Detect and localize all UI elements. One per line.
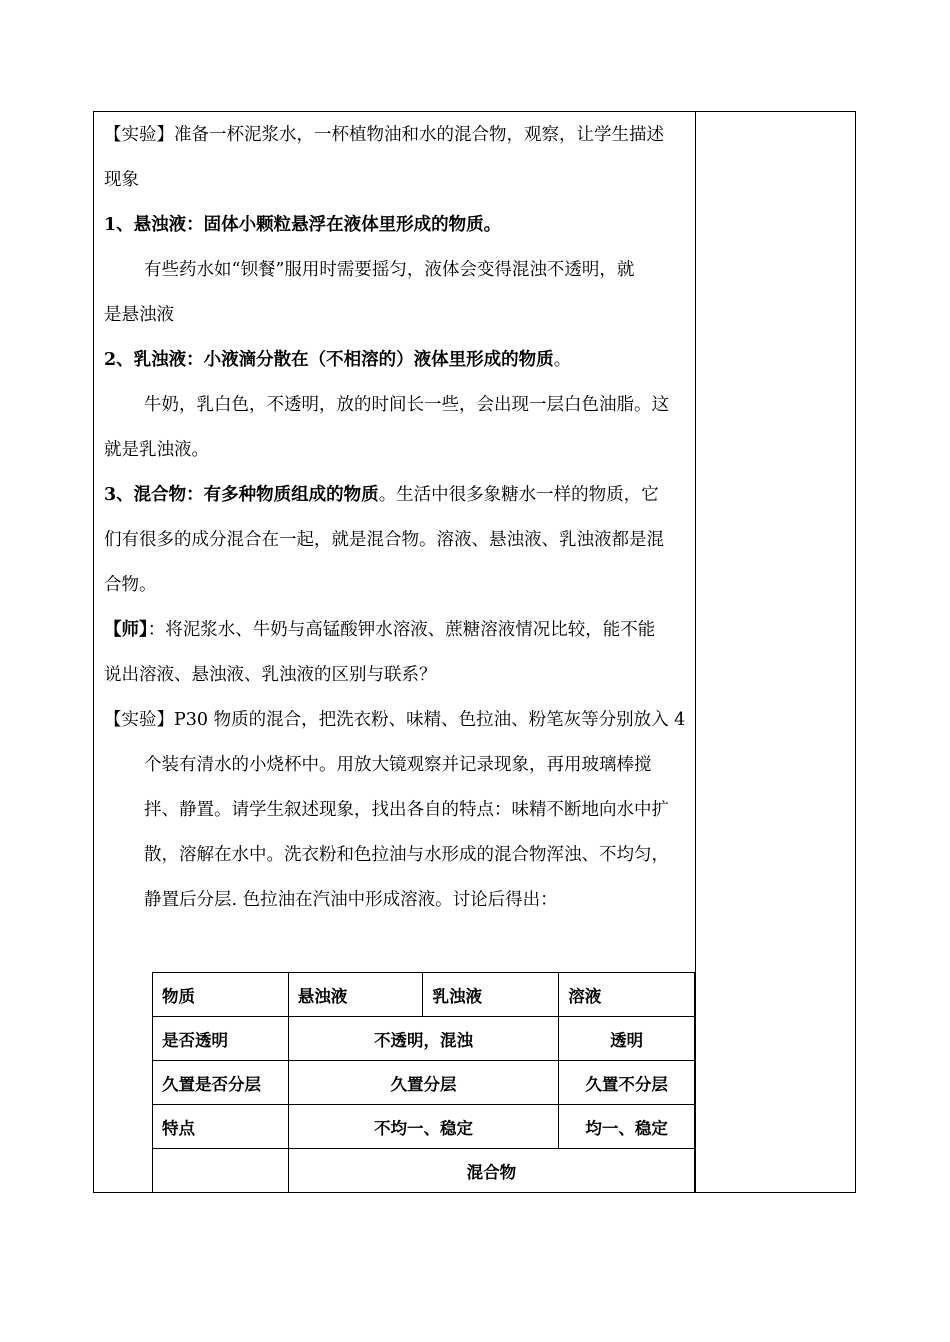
heading-mixture-line bbox=[104, 480, 659, 510]
table-cell: 特点 bbox=[153, 1105, 289, 1149]
table-cell: 透明 bbox=[559, 1017, 695, 1061]
text-line-5: 是悬浊液 bbox=[104, 305, 174, 325]
text-line-7: 牛奶，乳白色，不透明，放的时间长一些，会出现一层白色油脂。这 bbox=[144, 395, 669, 415]
comparison-table bbox=[152, 972, 695, 1193]
teacher-text: ：将泥浆水、牛奶与高锰酸钾水溶液、蔗糖溶液情况比较，能不能 bbox=[147, 620, 656, 640]
column-divider bbox=[695, 112, 696, 1192]
table-cell bbox=[153, 1149, 289, 1193]
text-line-2: 现象 bbox=[104, 170, 139, 190]
heading-emulsion: 2、乳浊液：小液滴分散在（不相溶的）液体里形成的物质 bbox=[104, 350, 554, 370]
text-line-4: 有些药水如“钡餐”服用时需要摇匀，液体会变得混浊不透明，就 bbox=[144, 260, 635, 280]
table-cell: 不均一、稳定 bbox=[288, 1105, 558, 1149]
text-line-8: 就是乳浊液。 bbox=[104, 440, 209, 460]
table-row bbox=[153, 1061, 695, 1105]
text-line-15: 个装有清水的小烧杯中。用放大镜观察并记录现象，再用玻璃棒搅 bbox=[144, 755, 652, 775]
text-line-11: 合物。 bbox=[104, 575, 157, 595]
table-cell: 不透明，混浊 bbox=[288, 1017, 558, 1061]
teacher-tag: 【师】 bbox=[104, 620, 148, 640]
table-row bbox=[153, 1149, 695, 1193]
table-cell: 混合物 bbox=[288, 1149, 694, 1193]
text-line-18: 静置后分层. 色拉油在汽油中形成溶液。讨论后得出： bbox=[144, 890, 558, 910]
heading-mixture-tail: 。生活中很多象糖水一样的物质，它 bbox=[378, 485, 659, 505]
heading-mixture: 3、混合物：有多种物质组成的物质 bbox=[104, 485, 379, 505]
table-row bbox=[153, 1105, 695, 1149]
lesson-table-frame bbox=[93, 111, 856, 1193]
text-line-14: 【实验】P30 物质的混合，把洗衣粉、味精、色拉油、粉笔灰等分别放入 4 bbox=[104, 710, 686, 730]
heading-emulsion-line bbox=[104, 345, 571, 375]
table-row bbox=[153, 973, 695, 1017]
table-cell: 是否透明 bbox=[153, 1017, 289, 1061]
table-cell: 久置分层 bbox=[288, 1061, 558, 1105]
table-cell: 均一、稳定 bbox=[559, 1105, 695, 1149]
text-line-17: 散，溶解在水中。洗衣粉和色拉油与水形成的混合物浑浊、不均匀， bbox=[144, 845, 669, 865]
table-cell: 物质 bbox=[153, 973, 289, 1017]
text-line-10: 们有很多的成分混合在一起，就是混合物。溶液、悬浊液、乳浊液都是混 bbox=[104, 530, 664, 550]
heading-emulsion-tail: 。 bbox=[553, 350, 572, 370]
text-line-1: 【实验】准备一杯泥浆水，一杯植物油和水的混合物，观察，让学生描述 bbox=[104, 125, 664, 145]
teacher-line bbox=[104, 615, 655, 645]
table-cell: 溶液 bbox=[559, 973, 695, 1017]
text-line-16: 拌、静置。请学生叙述现象，找出各自的特点：味精不断地向水中扩 bbox=[144, 800, 669, 820]
table-cell: 悬浊液 bbox=[288, 973, 423, 1017]
table-row bbox=[153, 1017, 695, 1061]
table-cell: 乳浊液 bbox=[423, 973, 559, 1017]
text-line-13: 说出溶液、悬浊液、乳浊液的区别与联系？ bbox=[104, 665, 437, 685]
heading-suspension: 1、悬浊液：固体小颗粒悬浮在液体里形成的物质。 bbox=[104, 215, 502, 235]
table-cell: 久置不分层 bbox=[559, 1061, 695, 1105]
table-cell: 久置是否分层 bbox=[153, 1061, 289, 1105]
